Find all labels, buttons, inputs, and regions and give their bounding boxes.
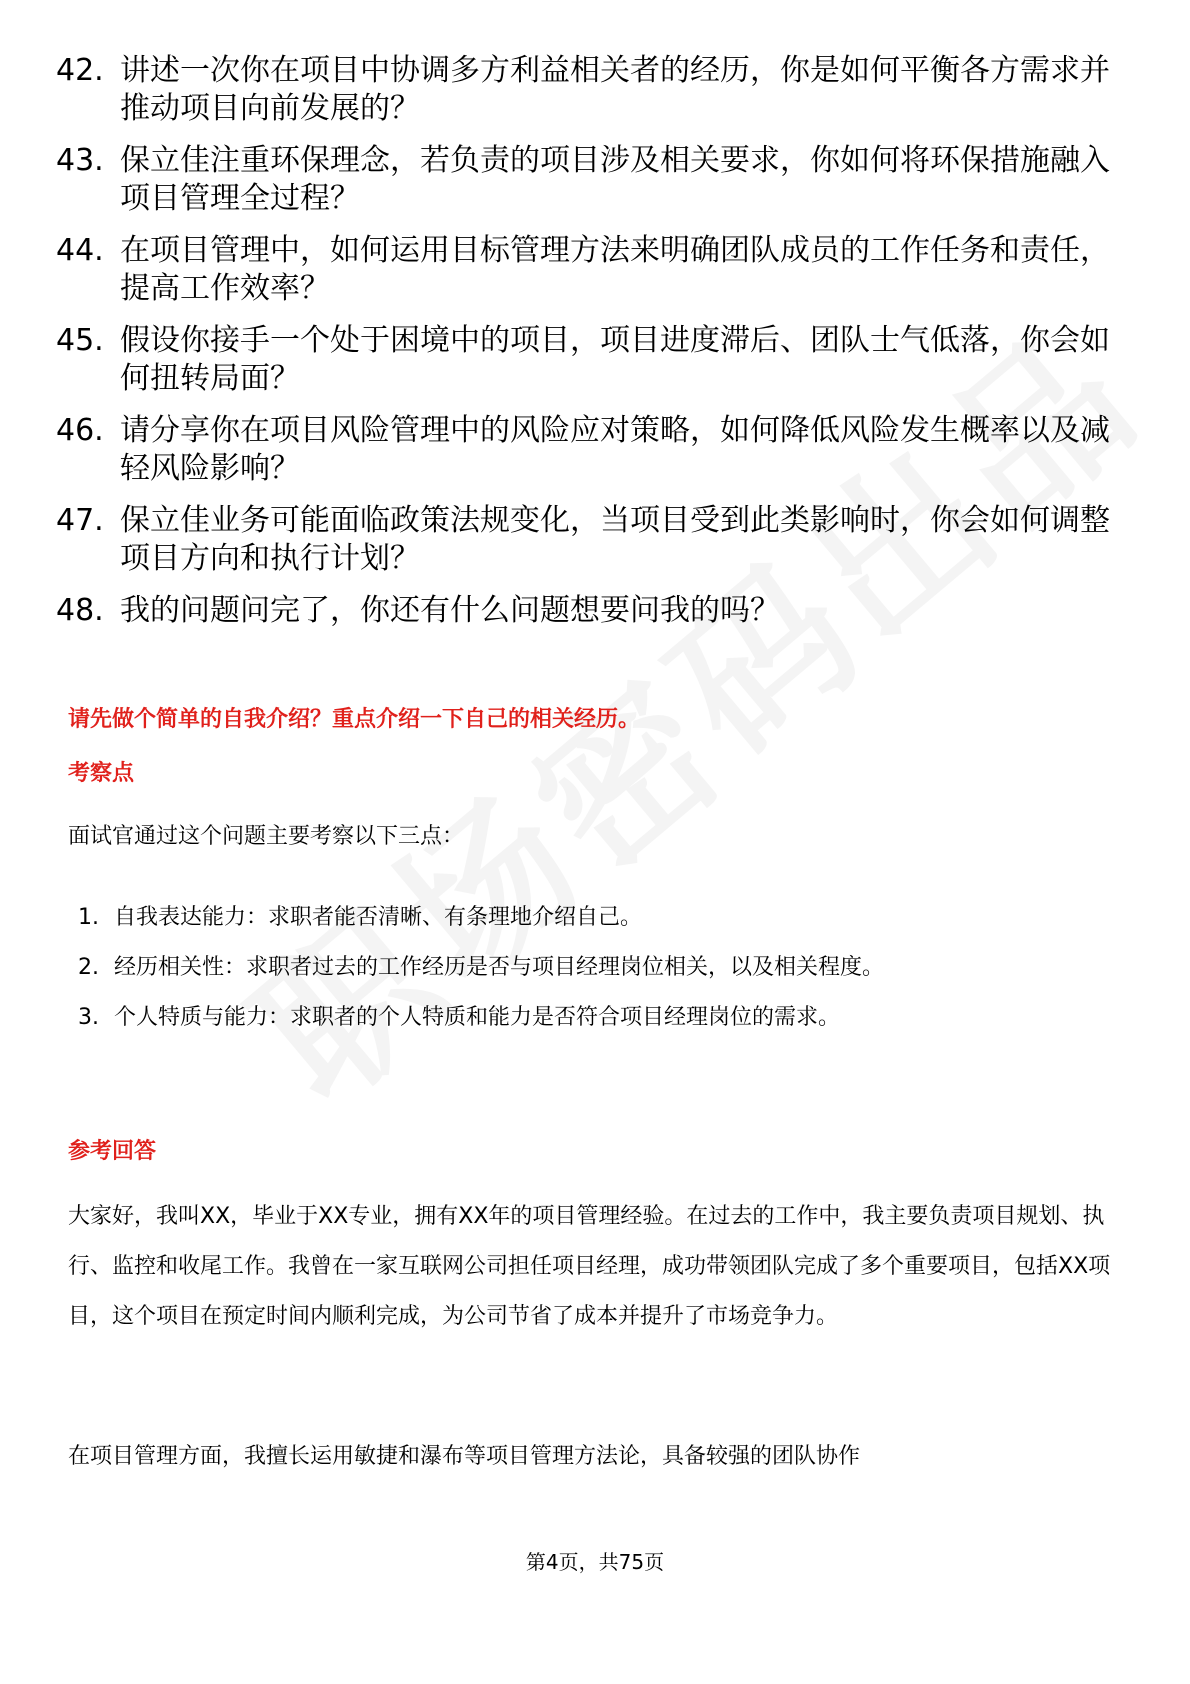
question-list [56, 52, 1126, 644]
focus-point-list [78, 893, 1128, 1043]
focus-heading: 考察点 [68, 761, 135, 786]
question-text: 假设你接手一个处于困境中的项目，项目进度滞后、团队士气低落，你会如何扭转局面？ [120, 323, 1110, 396]
list-item-text: 个人特质与能力：求职者的个人特质和能力是否符合项目经理岗位的需求。 [114, 1005, 841, 1030]
question-number: 44. [56, 233, 104, 268]
focus-intro: 面试官通过这个问题主要考察以下三点： [68, 824, 465, 849]
question-text: 请分享你在项目风险管理中的风险应对策略，如何降低风险发生概率以及减轻风险影响？ [120, 413, 1110, 486]
question-item [56, 412, 1126, 488]
question-number: 47. [56, 503, 104, 538]
list-item-number: 3. [78, 1005, 99, 1030]
question-title: 请先做个简单的自我介绍？重点介绍一下自己的相关经历。 [68, 707, 641, 732]
list-item-number: 1. [78, 905, 99, 930]
question-item [56, 502, 1126, 578]
question-number: 43. [56, 143, 104, 178]
answer-heading: 参考回答 [68, 1139, 157, 1164]
question-number: 45. [56, 323, 104, 358]
question-text: 在项目管理中，如何运用目标管理方法来明确团队成员的工作任务和责任，提高工作效率？ [120, 233, 1110, 306]
question-item [56, 52, 1126, 128]
list-item-text: 自我表达能力：求职者能否清晰、有条理地介绍自己。 [114, 905, 643, 930]
question-item [56, 232, 1126, 308]
question-text: 讲述一次你在项目中协调多方利益相关者的经历，你是如何平衡各方需求并推动项目向前发展的？ [120, 53, 1110, 126]
answer-paragraph: 大家好，我叫XX，毕业于XX专业，拥有XX年的项目管理经验。在过去的工作中，我主要负责项目规划、执行、监控和收尾工作。我曾在一家互联网公司担任项目经理，成功带领团队完成了多个重要项目，包括XX项目，这个项目在预定时间内顺利完成，为公司节省了成本并提升了市场竞争力。 [68, 1204, 1111, 1329]
question-item [56, 322, 1126, 398]
list-item [78, 893, 1128, 943]
question-text: 我的问题问完了，你还有什么问题想要问我的吗？ [120, 593, 780, 628]
list-item-number: 2. [78, 955, 99, 980]
question-number: 42. [56, 53, 104, 88]
question-item [56, 592, 1126, 630]
list-item-text: 经历相关性：求职者过去的工作经历是否与项目经理岗位相关，以及相关程度。 [114, 955, 885, 980]
answer-paragraph: 在项目管理方面，我擅长运用敏捷和瀑布等项目管理方法论，具备较强的团队协作 [68, 1444, 861, 1469]
list-item [78, 943, 1128, 993]
question-number: 48. [56, 593, 104, 628]
question-item [56, 142, 1126, 218]
question-number: 46. [56, 413, 104, 448]
question-text: 保立佳业务可能面临政策法规变化，当项目受到此类影响时，你会如何调整项目方向和执行计划？ [120, 503, 1110, 576]
list-item [78, 993, 1128, 1043]
question-text: 保立佳注重环保理念，若负责的项目涉及相关要求，你如何将环保措施融入项目管理全过程？ [120, 143, 1110, 216]
page-footer: 第4页，共75页 [525, 1550, 665, 1574]
